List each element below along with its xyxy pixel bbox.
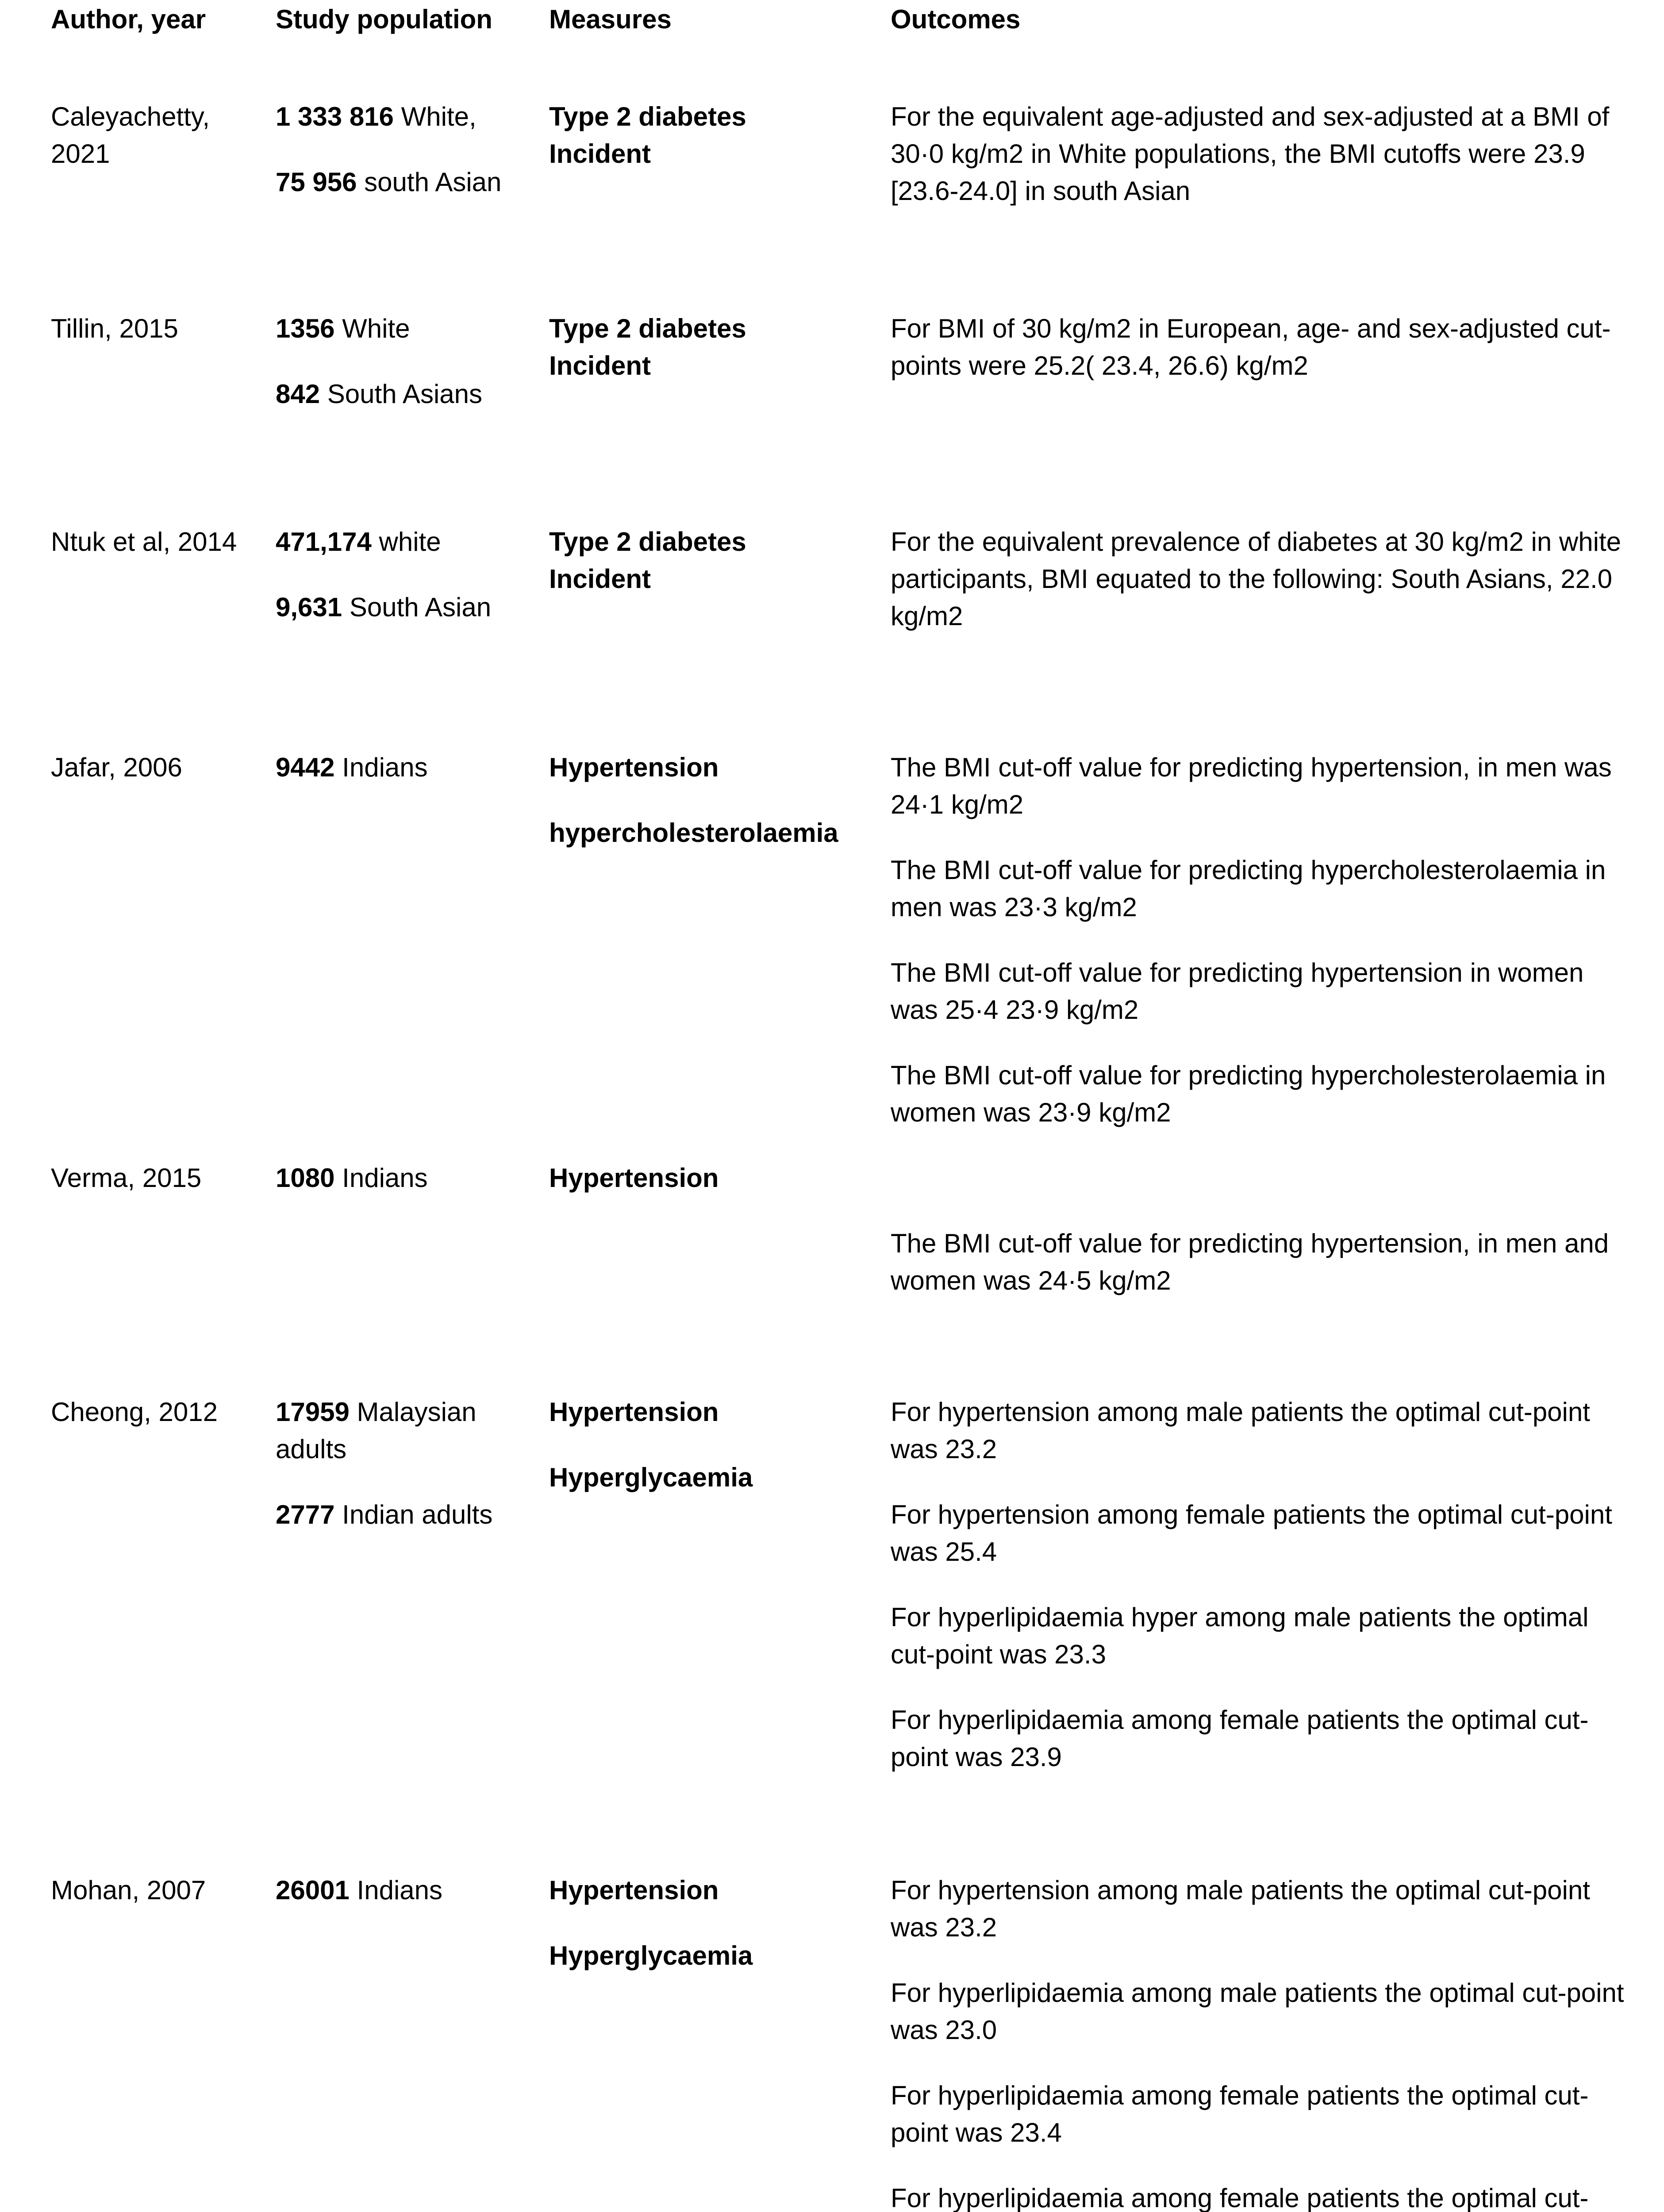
measures-cell: Type 2 diabetes Incident [549,527,746,594]
header-outcomes: Outcomes [891,4,1021,34]
population-cell [276,98,532,201]
outcome-text: For hyperlipidaemia among female patients the optimal cut- [891,2183,1589,2212]
measures-cell: Type 2 diabetes Incident [549,314,746,380]
measure-item: hypercholesterolaemia [549,818,838,848]
author-cell: Ntuk et al, 2014 [51,527,237,557]
author-cell: Jafar, 2006 [51,753,182,782]
population-line: 2777 Indian adults [276,1500,493,1529]
measure-item: Hypertension [549,753,719,782]
population-cell [276,1394,532,1533]
outcome-text: For hypertension among male patients the optimal cut-point was 23.2 [891,1397,1590,1464]
outcome-text: For the equivalent age-adjusted and sex-adjusted at a BMI of 30·0 kg/m2 in White populations, the BMI cutoffs were 23.9 [23.6-24.0] in south Asian [891,102,1610,206]
measures-cell: Hypertension [549,1163,719,1193]
measures-cell [549,1872,876,1974]
outcome-text: The BMI cut-off value for predicting hypercholesterolaemia in women was 23·9 kg/m2 [891,1060,1606,1127]
population-line: 17959 Malaysian adults [276,1397,477,1464]
outcome-text: For hyperlipidaemia among female patients the optimal cut-point was 23.4 [891,2081,1589,2147]
population-line: 1356 White [276,314,410,343]
header-author: Author, year [51,4,206,34]
author-cell: Mohan, 2007 [51,1875,206,1905]
measure-item: Hypertension [549,1875,719,1905]
author-cell: Cheong, 2012 [51,1397,218,1427]
outcome-text: The BMI cut-off value for predicting hypertension in women was 25·4 23·9 kg/m2 [891,958,1584,1025]
outcome-text: The BMI cut-off value for predicting hypertension, in men and women was 24·5 kg/m2 [891,1229,1609,1295]
outcome-text: For hyperlipidaemia hyper among male patients the optimal cut-point was 23.3 [891,1602,1589,1669]
outcome-text: For hypertension among male patients the optimal cut-point was 23.2 [891,1875,1590,1942]
outcome-text: The BMI cut-off value for predicting hypercholesterolaemia in men was 23·3 kg/m2 [891,855,1606,922]
author-cell: Caleyachetty, 2021 [51,102,210,169]
outcome-text: For hypertension among female patients the optimal cut-point was 25.4 [891,1500,1612,1567]
measure-item: Hyperglycaemia [549,1941,753,1970]
measures-cell: Type 2 diabetes Incident [549,102,746,169]
population-line: 75 956 south Asian [276,167,502,197]
population-line: 26001 Indians [276,1875,443,1905]
author-cell: Verma, 2015 [51,1163,202,1193]
outcome-text: For the equivalent prevalence of diabetes at 30 kg/m2 in white participants, BMI equated to the following: South Asians, 22.0 kg/m2 [891,527,1621,631]
measure-item: Hypertension [549,1397,719,1427]
population-cell [276,523,532,626]
outcome-text: For BMI of 30 kg/m2 in European, age- and sex-adjusted cut-points were 25.2( 23.4, 26.6) kg/m2 [891,314,1611,380]
population-line: 471,174 white [276,527,441,557]
outcome-text: For hyperlipidaemia among female patients the optimal cut-point was 23.9 [891,1705,1589,1772]
header-population: Study population [276,4,492,34]
population-cell [276,310,532,413]
population-line: 1080 Indians [276,1163,428,1193]
measures-cell [549,1394,876,1496]
header-measures: Measures [549,4,672,34]
measure-item: Hyperglycaemia [549,1463,753,1492]
population-line: 9,631 South Asian [276,592,492,622]
outcome-text: The BMI cut-off value for predicting hypertension, in men was 24·1 kg/m2 [891,753,1612,819]
population-cell [276,1872,532,1909]
outcome-text: For hyperlipidaemia among male patients the optimal cut-point was 23.0 [891,1978,1624,2045]
population-line: 842 South Asians [276,379,483,409]
measures-cell [549,749,876,852]
population-cell [276,1160,532,1197]
author-cell: Tillin, 2015 [51,314,178,343]
population-cell [276,749,532,786]
population-line: 1 333 816 White, [276,102,477,131]
population-line: 9442 Indians [276,753,428,782]
